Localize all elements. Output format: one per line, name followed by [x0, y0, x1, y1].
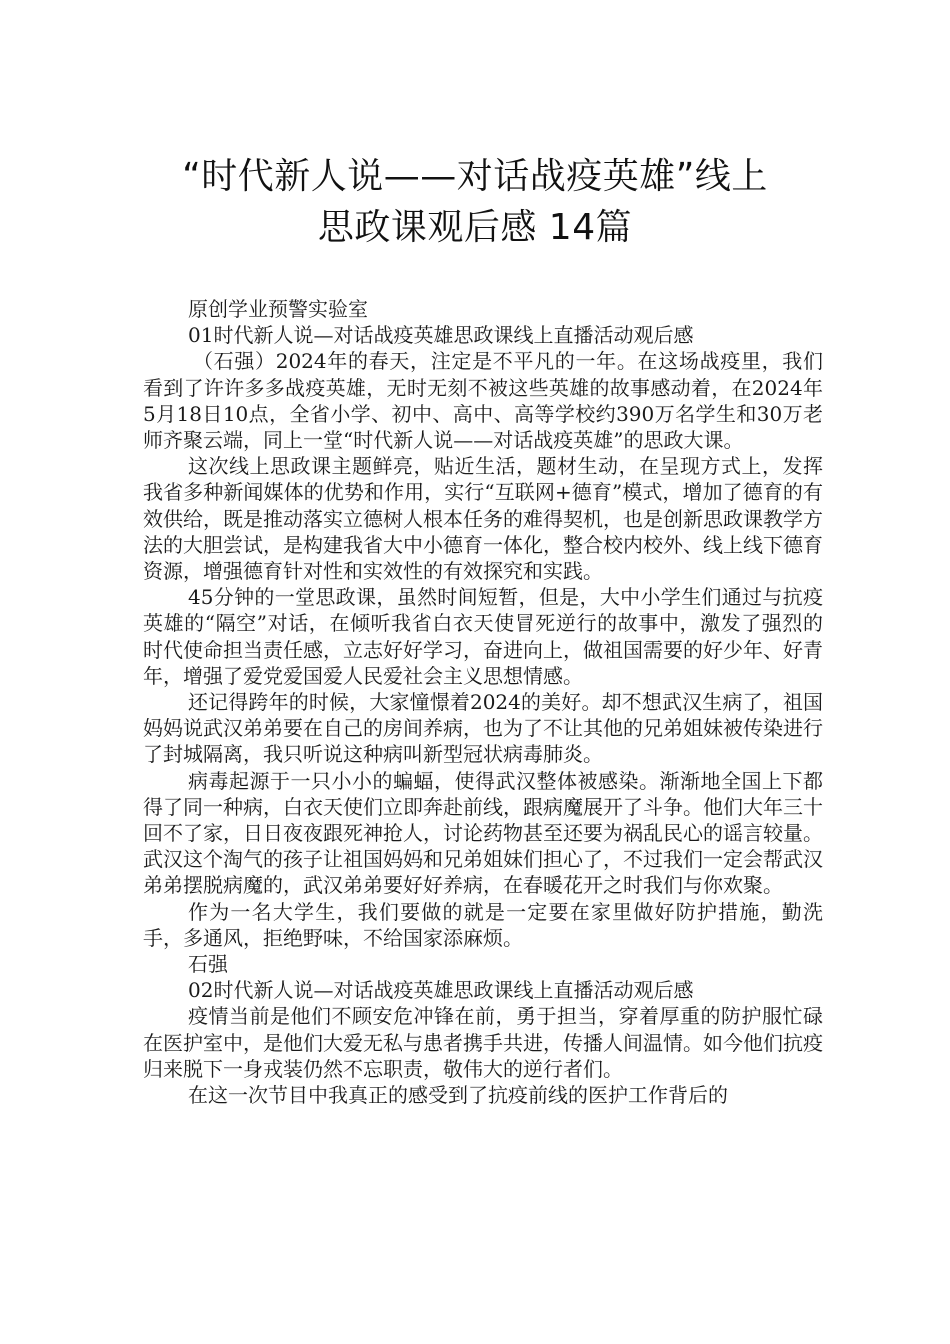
paragraph-author: 石强: [188, 952, 228, 977]
paragraph-source: 原创学业预警实验室: [188, 297, 368, 321]
paragraph: 这次线上思政课主题鲜亮，贴近生活，题材生动，在呈现方式上，发挥我省多种新闻媒体的优势和作用，实行“互联网+德育”模式，增加了德育的有效供给，既是推动落实立德树人根本任务的难得契机，也是创新思政课教学方法的大胆尝试，是构建我省大中小德育一体化，整合校内校外、线上线下德育资源，增强德育针对性和实效性的有效探究和实践。: [143, 454, 823, 584]
paragraph: 疫情当前是他们不顾安危冲锋在前，勇于担当，穿着厚重的防护服忙碌在医护室中，是他们大爱无私与患者携手共进，传播人间温情。如今他们抗疫归来脱下一身戎装仍然不忘职责，敬伟大的逆行者们。: [143, 1004, 823, 1081]
document-body: [143, 296, 823, 1108]
paragraph: 病毒起源于一只小小的蝙蝠，使得武汉整体被感染。渐渐地全国上下都得了同一种病，白衣天使们立即奔赴前线，跟病魔展开了斗争。他们大年三十回不了家，日日夜夜跟死神抢人，讨论药物甚至还要为祸乱民心的谣言较量。武汉这个淘气的孩子让祖国妈妈和兄弟姐妹们担心了，不过我们一定会帮武汉弟弟摆脱病魔的，武汉弟弟要好好养病，在春暖花开之时我们与你欢聚。: [143, 768, 823, 898]
paragraph: 作为一名大学生，我们要做的就是一定要在家里做好防护措施，勤洗手，多通风，拒绝野味，不给国家添麻烦。: [143, 899, 823, 950]
paragraph: 在这一次节目中我真正的感受到了抗疫前线的医护工作背后的: [188, 1083, 728, 1108]
paragraph: 还记得跨年的时候，大家憧憬着2024的美好。却不想武汉生病了，祖国妈妈说武汉弟弟要在自己的房间养病，也为了不让其他的兄弟姐妹被传染进行了封城隔离，我只听说这种病叫新型冠状病毒肺炎。: [143, 690, 823, 767]
document-title: [100, 151, 850, 253]
paragraph-heading-01: 01时代新人说—对话战疫英雄思政课线上直播活动观后感: [188, 323, 694, 348]
title-line-2: 思政课观后感 14篇: [317, 207, 633, 249]
title-line-1: “时代新人说——对话战疫英雄”线上: [182, 156, 768, 198]
paragraph: 45分钟的一堂思政课，虽然时间短暂，但是，大中小学生们通过与抗疫英雄的“隔空”对话，在倾听我省白衣天使冒死逆行的故事中，激发了强烈的时代使命担当责任感，立志好好学习，奋进向上，做祖国需要的好少年、好青年，增强了爱党爱国爱人民爱社会主义思想情感。: [143, 585, 823, 688]
paragraph: （石强）2024年的春天，注定是不平凡的一年。在这场战疫里，我们看到了许许多多战疫英雄，无时无刻不被这些英雄的故事感动着，在2024年5月18日10点，全省小学、初中、高中、高等学校约390万名学生和30万老师齐聚云端，同上一堂“时代新人说——对话战疫英雄”的思政大课。: [143, 349, 823, 453]
paragraph-heading-02: 02时代新人说—对话战疫英雄思政课线上直播活动观后感: [188, 978, 694, 1003]
